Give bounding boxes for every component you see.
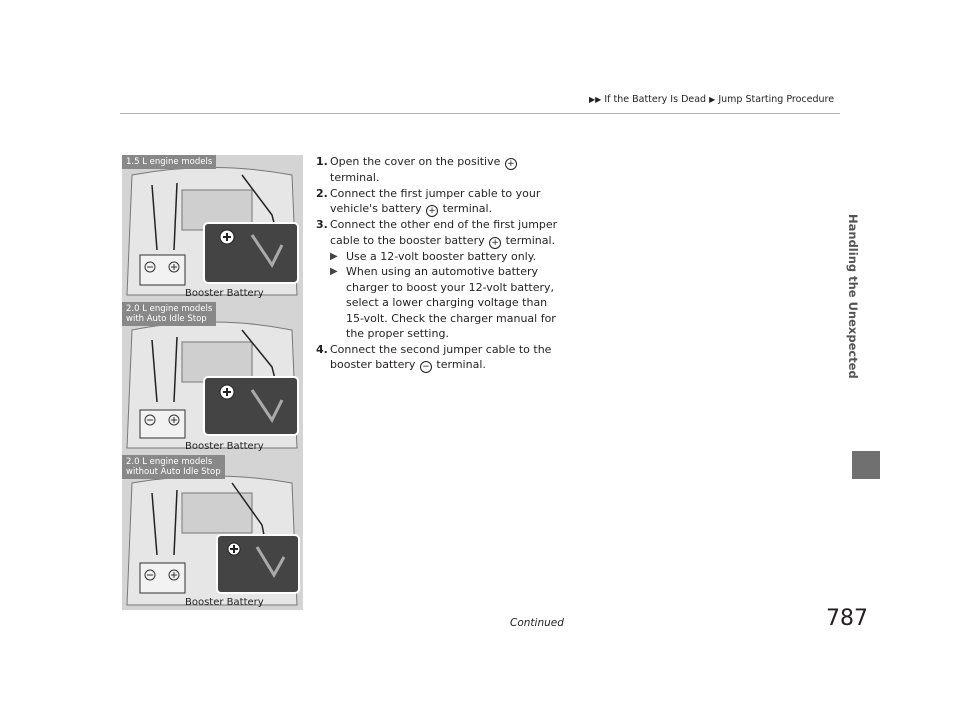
step-4 [316,342,566,374]
breadcrumb-item-battery-dead[interactable]: If the Battery Is Dead [604,94,707,105]
breadcrumb-item-jump-starting[interactable]: Jump Starting Procedure [718,94,835,105]
breadcrumb-arrow-icon: ▶ [709,95,716,104]
procedure-steps [316,154,566,373]
figure-tag [122,455,225,479]
breadcrumb [589,94,834,105]
step-text: booster battery [330,358,416,371]
booster-battery-label: Booster Battery [185,441,264,452]
step-text: terminal. [436,358,486,371]
step-text: terminal. [330,171,380,184]
note-text: charger to boost your 12-volt battery, [346,280,555,294]
figure-tag-line: without Auto Idle Stop [126,467,221,477]
side-tab-marker [852,451,880,479]
note-text: When using an automotive battery [346,265,538,278]
step-3-note-1 [316,249,566,265]
booster-battery-label: Booster Battery [185,597,264,608]
header-rule [120,113,840,114]
figure-tag-line: with Auto Idle Stop [126,314,207,324]
step-number: 1. [316,155,328,168]
step-text: Connect the second jumper cable to the [330,342,552,356]
booster-battery-label: Booster Battery [185,288,264,299]
step-text: Open the cover on the positive [330,155,501,168]
engine-illustration-1 [122,155,303,302]
plus-terminal-icon: + [426,205,438,217]
note-text: the proper setting. [346,327,449,340]
note-text: Use a 12-volt booster battery only. [346,249,537,263]
step-3 [316,217,566,249]
step-text: terminal. [505,233,556,247]
step-number: 2. [316,186,328,200]
continued-label: Continued [510,617,564,629]
figure-tag: 1.5 L engine models [122,155,216,169]
side-tab-label: Handling the Unexpected [846,214,860,379]
page-number: 787 [826,606,868,631]
plus-terminal-icon: + [505,158,517,170]
figure-1-5l [122,155,303,302]
step-2 [316,186,566,218]
figure-tag-line: 2.0 L engine models [126,457,213,467]
figure-2-0l-no-auto-idle [122,455,303,610]
note-text: 15-volt. Check the charger manual for [346,311,556,325]
step-text: cable to the booster battery [330,233,485,247]
figure-tag [122,302,216,326]
step-number: 4. [316,342,328,356]
plus-terminal-icon: + [489,237,501,249]
step-1 [316,154,566,186]
note-arrow-icon: ▶ [330,250,338,262]
step-text: terminal. [442,202,493,215]
note-arrow-icon: ▶ [330,266,338,277]
note-text: select a lower charging voltage than [346,296,548,309]
step-text: vehicle's battery [330,202,422,215]
figure-tag-line: 2.0 L engine models [126,304,213,314]
step-text: Connect the other end of the first jumper [330,218,558,231]
step-text: Connect the first jumper cable to your [330,186,541,200]
breadcrumb-arrow-icon: ▶▶ [589,95,602,104]
minus-terminal-icon: − [420,361,432,373]
step-number: 3. [316,218,328,231]
figure-2-0l-auto-idle [122,302,303,455]
step-3-note-2 [316,264,566,342]
